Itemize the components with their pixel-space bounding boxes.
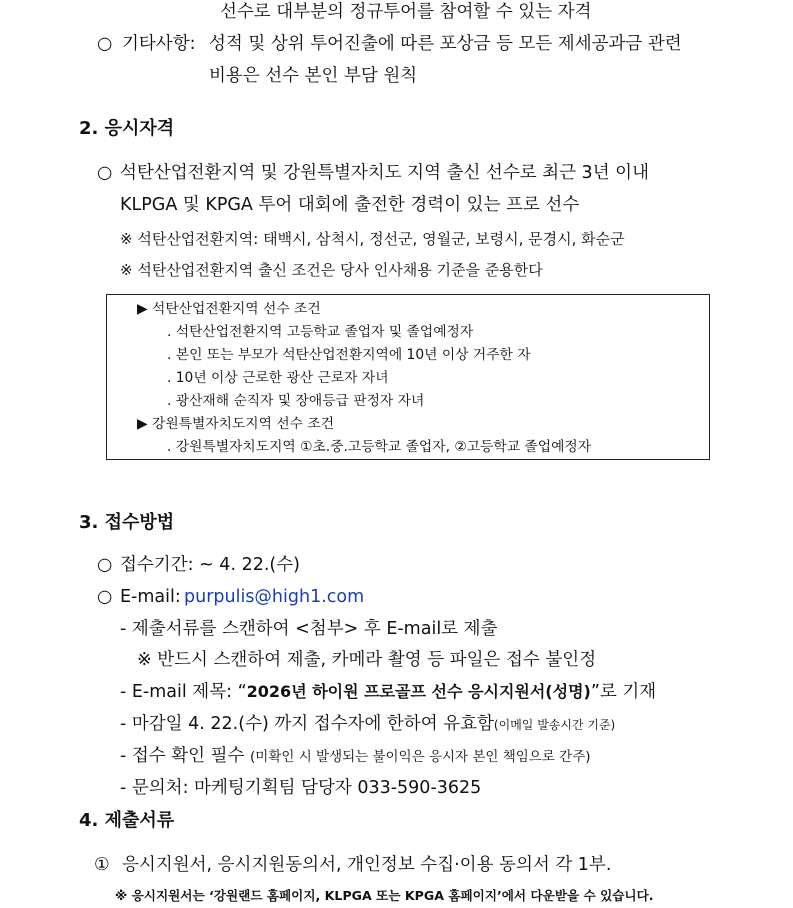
confirm-note: (미확인 시 발생되는 불이익은 응시자 본인 책임으로 간주): [250, 749, 591, 765]
section3-heading: 3. 접수방법: [79, 512, 175, 533]
etc-label: 기타사항:: [122, 34, 196, 54]
download-note: ※ 응시지원서는 ‘강원랜드 홈페이지, KLPGA 또는 KPGA 홈페이지’에서 다운받을 수 있습니다.: [115, 888, 654, 903]
section4-heading: 4. 제출서류: [79, 810, 175, 831]
scan-note: ※ 반드시 스캔하여 제출, 카메라 촬영 등 파일은 접수 불인정: [137, 650, 597, 670]
qualification-line: 선수로 대부분의 정규투어를 참여할 수 있는 자격: [220, 2, 592, 22]
bullet-circle: ○: [97, 34, 113, 54]
bullet-circle: ○: [97, 587, 113, 607]
conditions-box: [106, 294, 710, 460]
gangwon-conditions-title: ▶ 강원특별자치도지역 선수 조건: [137, 416, 335, 432]
etc-text-line2: 비용은 선수 본인 부담 원칙: [209, 66, 418, 86]
deadline-note: (이메일 발송시간 기준): [493, 718, 616, 732]
condition-item: . 본인 또는 부모가 석탄산업전환지역에 10년 이상 거주한 자: [167, 347, 531, 363]
subject-format: 2026년 하이원 프로골프 선수 응시지원서(성명): [246, 682, 591, 701]
coal-region-conditions-title: ▶ 석탄산업전환지역 선수 조건: [137, 301, 321, 317]
eligibility-text-line1: 석탄산업전환지역 및 강원특별자치도 지역 출신 선수로 최근 3년 이내: [120, 163, 649, 183]
deadline-line: [120, 712, 615, 737]
reception-period: 접수기간: ~ 4. 22.(수): [120, 555, 300, 575]
hiring-criteria-note: ※ 석탄산업전환지역 출신 조건은 당사 인사채용 기준을 준용한다: [120, 261, 543, 279]
eligibility-text-line2: KLPGA 및 KPGA 투어 대회에 출전한 경력이 있는 프로 선수: [120, 195, 580, 215]
condition-item: . 석탄산업전환지역 고등학교 졸업자 및 졸업예정자: [167, 324, 474, 340]
subject-suffix: ”로 기재: [590, 682, 657, 702]
item-number: ①: [94, 855, 110, 875]
subject-prefix: - E-mail 제목: “: [120, 682, 247, 702]
condition-item: . 광산재해 순직자 및 장애등급 판정자 자녀: [167, 393, 425, 409]
condition-item: . 강원특별자치도지역 ①초.중.고등학교 졸업자, ②고등학교 졸업예정자: [167, 439, 592, 455]
deadline-text: - 마감일 4. 22.(수) 까지 접수자에 한하여 유효함: [120, 714, 494, 734]
bullet-circle: ○: [97, 555, 113, 575]
region-note: ※ 석탄산업전환지역: 태백시, 삼척시, 정선군, 영월군, 보령시, 문경시, 화순군: [120, 230, 625, 248]
email-link[interactable]: purpulis@high1.com: [184, 587, 365, 607]
section2-heading: 2. 응시자격: [79, 118, 175, 139]
confirm-line: [120, 744, 591, 769]
etc-text-line1: 성적 및 상위 투어진출에 따른 포상금 등 모든 제세공과금 관련: [209, 34, 682, 54]
contact-line: - 문의처: 마케팅기획팀 담당자 033-590-3625: [120, 778, 482, 798]
bullet-circle: ○: [97, 163, 113, 183]
condition-item: . 10년 이상 근로한 광산 근로자 자녀: [167, 370, 389, 386]
email-label: E-mail:: [120, 587, 181, 607]
confirm-text: - 접수 확인 필수: [120, 746, 245, 766]
required-documents: 응시지원서, 응시지원동의서, 개인정보 수집·이용 동의서 각 1부.: [122, 855, 612, 875]
scan-instruction: - 제출서류를 스캔하여 <첨부> 후 E-mail로 제출: [120, 619, 498, 639]
email-subject-line: [120, 680, 656, 704]
